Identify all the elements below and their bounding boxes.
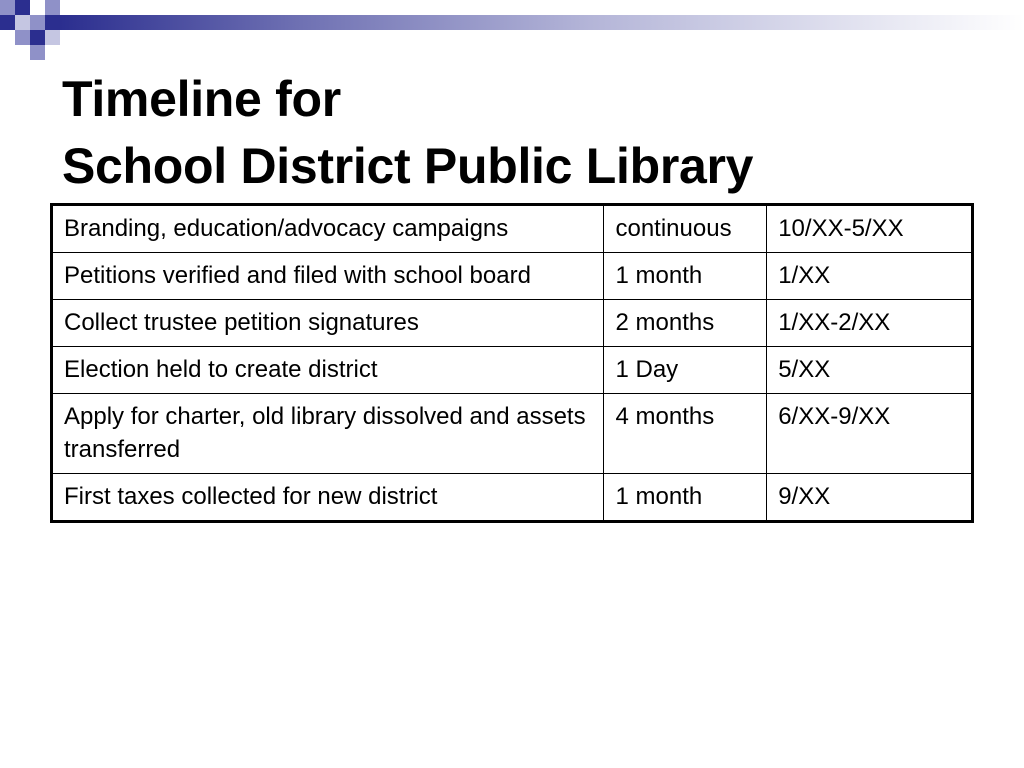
deco-square (0, 0, 15, 15)
duration-cell: continuous (604, 205, 767, 253)
deco-square (0, 15, 15, 30)
timeline-table (50, 203, 974, 523)
deco-square (30, 45, 45, 60)
table-row (52, 394, 973, 474)
header-decoration (0, 0, 1024, 60)
dates-cell: 1/XX (767, 253, 973, 300)
table-row (52, 300, 973, 347)
duration-cell: 2 months (604, 300, 767, 347)
table-row (52, 253, 973, 300)
dates-cell: 1/XX-2/XX (767, 300, 973, 347)
deco-square (15, 0, 30, 15)
table-row (52, 205, 973, 253)
dates-cell: 10/XX-5/XX (767, 205, 973, 253)
task-cell: Collect trustee petition signatures (52, 300, 604, 347)
task-cell: Petitions verified and filed with school board (52, 253, 604, 300)
duration-cell: 1 month (604, 474, 767, 522)
deco-square (45, 30, 60, 45)
duration-cell: 4 months (604, 394, 767, 474)
deco-square (45, 15, 60, 30)
dates-cell: 6/XX-9/XX (767, 394, 973, 474)
table-row (52, 474, 973, 522)
dates-cell: 9/XX (767, 474, 973, 522)
task-cell: Apply for charter, old library dissolved and assets transferred (52, 394, 604, 474)
deco-square (15, 15, 30, 30)
deco-square (30, 30, 45, 45)
deco-square (45, 0, 60, 15)
duration-cell: 1 Day (604, 347, 767, 394)
task-cell: Branding, education/advocacy campaigns (52, 205, 604, 253)
deco-square (15, 30, 30, 45)
deco-square (30, 15, 45, 30)
slide-title (62, 66, 753, 200)
duration-cell: 1 month (604, 253, 767, 300)
slide-title-line-1: Timeline for (62, 71, 341, 127)
table-row (52, 347, 973, 394)
task-cell: Election held to create district (52, 347, 604, 394)
slide-title-line-2: School District Public Library (62, 138, 754, 194)
dates-cell: 5/XX (767, 347, 973, 394)
task-cell: First taxes collected for new district (52, 474, 604, 522)
deco-gradient-bar (60, 15, 1024, 30)
